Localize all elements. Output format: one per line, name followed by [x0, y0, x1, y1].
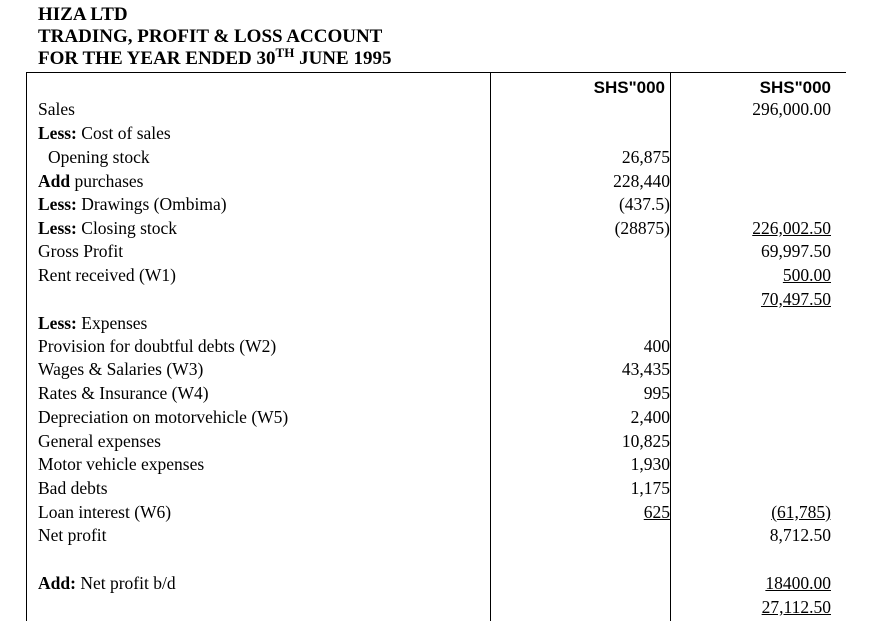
- row-label-purchases: Add purchases: [38, 171, 144, 191]
- opening-stock-value: 26,875: [621, 147, 670, 167]
- company-name: HIZA LTD: [38, 4, 128, 25]
- row-label-wages-salaries: Wages & Salaries (W3): [38, 359, 204, 379]
- row-label-drawings: Less: Drawings (Ombima): [38, 194, 227, 214]
- drawings-value: (437.5): [618, 194, 670, 214]
- period-superscript: TH: [275, 45, 295, 60]
- provision-doubtful-debts-value: 400: [643, 336, 670, 356]
- wages-salaries-value: 43,435: [621, 359, 670, 379]
- total-expenses-value: (61,785): [771, 502, 831, 522]
- row-label-cost-of-sales: Less: Cost of sales: [38, 123, 171, 143]
- motor-vehicle-expenses-value: 1,930: [630, 454, 670, 474]
- column-header-2: SHS"000: [759, 78, 831, 97]
- row-label-net-profit: Net profit: [38, 525, 107, 545]
- row-label-bad-debts: Bad debts: [38, 478, 108, 498]
- final-total-value: 27,112.50: [761, 597, 831, 617]
- row-label-loan-interest: Loan interest (W6): [38, 502, 172, 522]
- net-profit-bd-value: 18400.00: [765, 573, 831, 593]
- column-divider: [490, 73, 491, 621]
- period-prefix: FOR THE YEAR ENDED 30: [38, 48, 276, 69]
- row-label-general-expenses: General expenses: [38, 431, 161, 451]
- row-label-rent-received: Rent received (W1): [38, 265, 176, 285]
- row-label-provision-doubtful-debts: Provision for doubtful debts (W2): [38, 336, 277, 356]
- rent-received-value: 500.00: [782, 265, 831, 285]
- cost-of-sales-total: 226,002.50: [752, 218, 831, 238]
- gross-income-total: 70,497.50: [761, 289, 831, 309]
- row-label-opening-stock: Opening stock: [48, 147, 150, 167]
- loan-interest-value: 625: [643, 502, 670, 522]
- row-label-closing-stock: Less: Closing stock: [38, 218, 178, 238]
- sales-total: 296,000.00: [752, 99, 831, 119]
- column-divider: [670, 73, 671, 621]
- bad-debts-value: 1,175: [630, 478, 670, 498]
- row-label-net-profit-bd: Add: Net profit b/d: [38, 573, 176, 593]
- statement-title: TRADING, PROFIT & LOSS ACCOUNT: [38, 26, 383, 47]
- gross-profit-value: 69,997.50: [761, 241, 831, 261]
- column-header-1: SHS"000: [593, 78, 665, 97]
- rates-insurance-value: 995: [643, 383, 670, 403]
- statement-period: [38, 45, 392, 70]
- closing-stock-value: (28875): [614, 218, 670, 238]
- row-label-motor-vehicle-expenses: Motor vehicle expenses: [38, 454, 205, 474]
- row-label-rates-insurance: Rates & Insurance (W4): [38, 383, 209, 403]
- purchases-value: 228,440: [613, 171, 670, 191]
- row-label-expenses: Less: Expenses: [38, 313, 148, 333]
- row-label-depreciation: Depreciation on motorvehicle (W5): [38, 407, 289, 427]
- left-border: [26, 73, 27, 621]
- general-expenses-value: 10,825: [621, 431, 670, 451]
- depreciation-value: 2,400: [630, 407, 670, 427]
- net-profit-value: 8,712.50: [769, 525, 831, 545]
- row-label-gross-profit: Gross Profit: [38, 241, 124, 261]
- row-label-sales: Sales: [38, 99, 75, 119]
- table-top-rule: [26, 72, 846, 73]
- period-suffix: JUNE 1995: [294, 48, 392, 69]
